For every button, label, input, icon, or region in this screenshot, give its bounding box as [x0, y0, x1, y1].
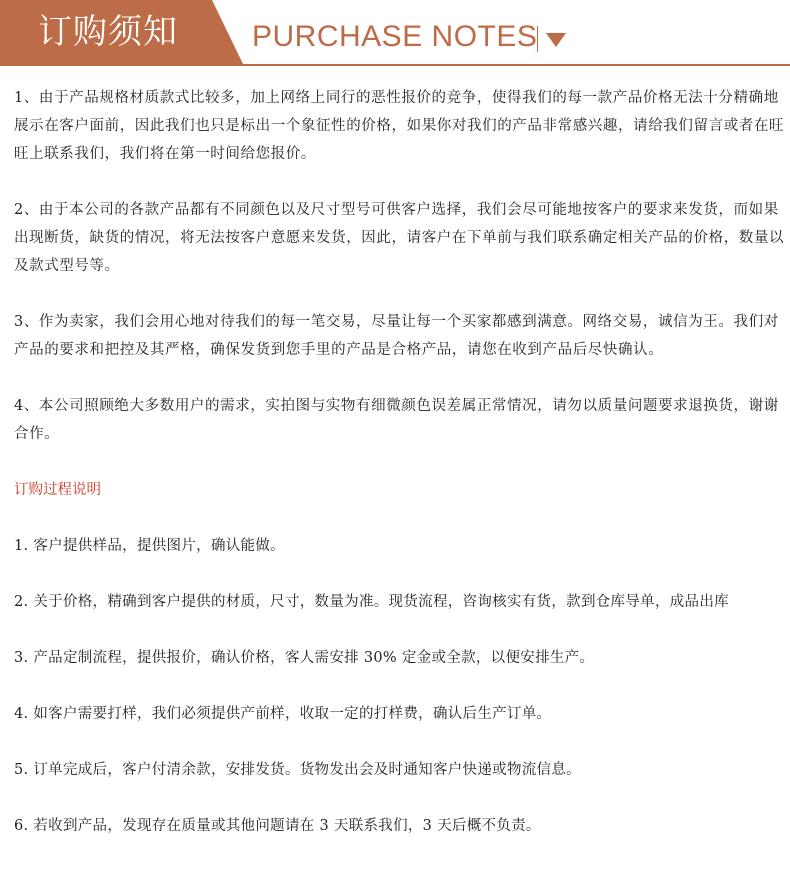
- process-step-1: 1. 客户提供样品，提供图片，确认能做。: [14, 538, 285, 554]
- note-paragraph-4: 4、本公司照顾绝大多数用户的需求，实拍图与实物有细微颜色误差属正常情况，请勿以质量问题要求退换货，谢谢合作。: [14, 398, 779, 442]
- process-step-2: 2. 关于价格，精确到客户提供的材质，尺寸，数量为准。现货流程，咨询核实有货，款到仓库导单，成品出库: [14, 594, 729, 610]
- process-step-6: 6. 若收到产品，发现存在质量或其他问题请在 3 天联系我们，3 天后概不负责。: [14, 818, 541, 834]
- triangle-down-icon: [546, 33, 566, 47]
- process-section-title: 订购过程说明: [14, 482, 101, 498]
- note-paragraph-1: 1、由于产品规格材质款式比较多，加上网络上同行的恶性报价的竞争，使得我们的每一款产品价格无法十分精确地展示在客户面前，因此我们也只是标出一个象征性的价格，如果你对我们的产品非常感兴趣，请给我们留言或者在旺旺上联系我们，我们将在第一时间给您报价。: [14, 90, 785, 162]
- header-underline: [0, 64, 790, 66]
- note-paragraph-3: 3、作为卖家，我们会用心地对待我们的每一笔交易，尽量让每一个买家都感到满意。网络交易，诚信为王。我们对产品的要求和把控及其严格，确保发货到您手里的产品是合格产品，请您在收到产品后尽快确认。: [14, 314, 779, 358]
- process-step-3: 3. 产品定制流程，提供报价，确认价格，客人需安排 30% 定金或全款，以便安排生产。: [14, 650, 595, 666]
- process-step-4: 4. 如客户需要打样，我们必须提供产前样，收取一定的打样费，确认后生产订单。: [14, 706, 552, 722]
- page-title-cn: 订购须知: [38, 12, 178, 52]
- process-step-5: 5. 订单完成后，客户付清余款，安排发货。货物发出会及时通知客户快递或物流信息。: [14, 762, 581, 778]
- page-title-en: PURCHASE NOTES: [252, 20, 538, 53]
- header-banner: [0, 0, 790, 70]
- note-paragraph-2: 2、由于本公司的各款产品都有不同颜色以及尺寸型号可供客户选择，我们会尽可能地按客户的要求来发货，而如果出现断货，缺货的情况，将无法按客户意愿来发货，因此，请客户在下单前与我们联系确定相关产品的价格，数量以及款式型号等。: [14, 202, 785, 274]
- header-divider: [537, 26, 538, 52]
- notes-content: [14, 84, 786, 868]
